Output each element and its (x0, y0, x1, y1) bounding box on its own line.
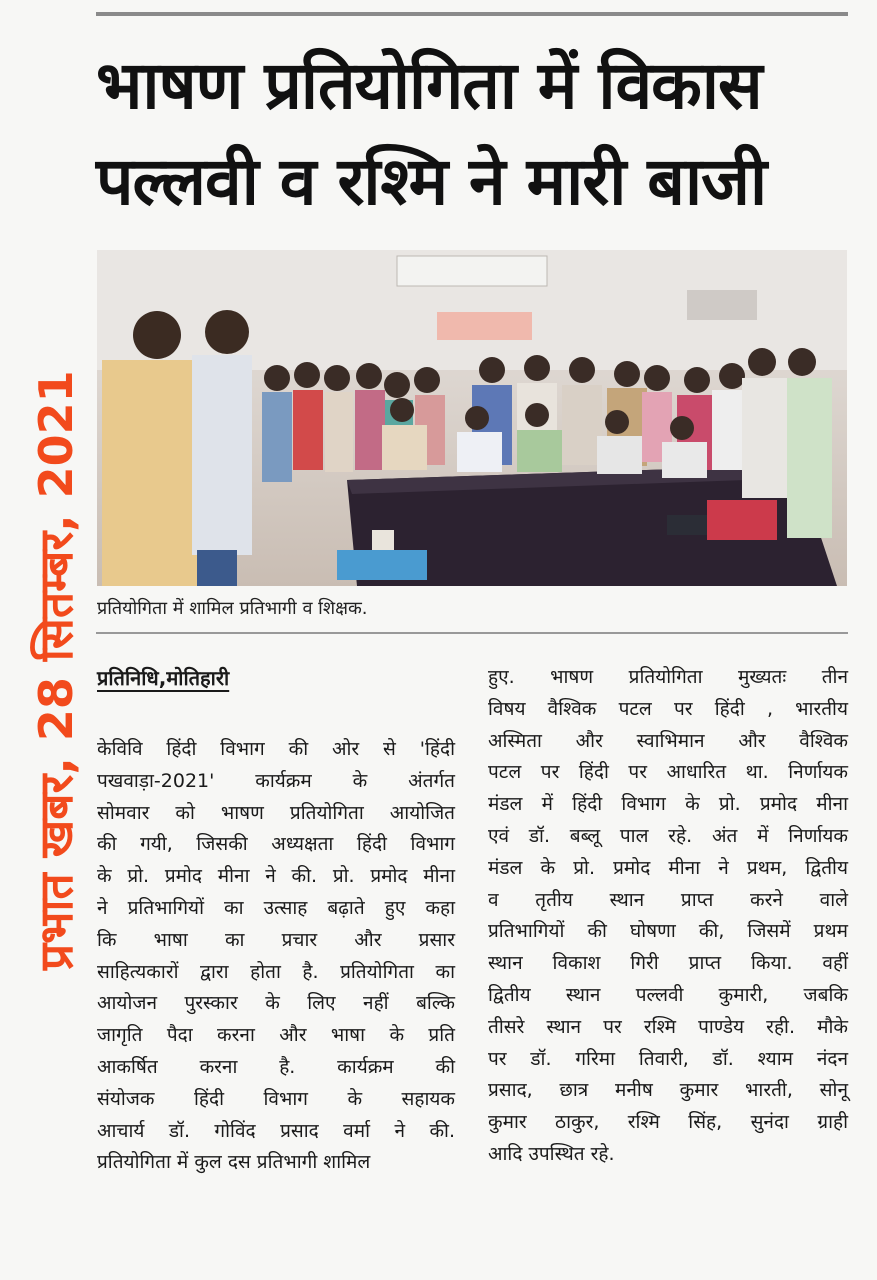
article-line: एवं डॉ. बब्लू पाल रहे. अंत में निर्णायक (488, 824, 848, 847)
article-line: प्रसाद, छात्र मनीष कुमार भारती, सोनू (488, 1079, 848, 1102)
article-line: हुए. भाषण प्रतियोगिता मुख्यतः तीन (488, 666, 848, 688)
article-line: प्रतियोगिता में कुल दस प्रतिभागी शामिल (97, 1151, 371, 1174)
article-line: पर डॉ. गरिमा तिवारी, डॉ. श्याम नंदन (488, 1047, 848, 1070)
headline (96, 38, 856, 230)
article-line: तीसरे स्थान पर रश्मि पाण्डेय रही. मौके (488, 1015, 848, 1038)
article-line: कि भाषा का प्रचार और प्रसार (97, 928, 455, 951)
article-line: साहित्यकारों द्वारा होता है. प्रतियोगिता का (97, 960, 455, 983)
article-column-left (97, 734, 455, 1179)
article-line: द्वितीय स्थान पल्लवी कुमारी, जबकि (488, 983, 848, 1006)
section-rule (96, 632, 848, 634)
article-line: पखवाड़ा-2021' कार्यक्रम के अंतर्गत (97, 769, 455, 792)
article-line: मंडल में हिंदी विभाग के प्रो. प्रमोद मीना (488, 793, 848, 816)
article-line: सोमवार को भाषण प्रतियोगिता आयोजित (97, 801, 455, 824)
article-line: स्थान विकाश गिरी प्राप्त किया. वहीं (488, 952, 848, 975)
article-line: मंडल के प्रो. प्रमोद मीना ने प्रथम, द्वितीय (488, 856, 848, 879)
article-line: प्रतिभागियों की घोषणा की, जिसमें प्रथम (488, 920, 848, 943)
article-line: पटल पर हिंदी पर आधारित था. निर्णायक (488, 761, 848, 784)
headline-line-2: पल्लवी व रश्मि ने मारी बाजी (96, 143, 767, 220)
group-photo-illustration (97, 250, 847, 586)
article-line: ने प्रतिभागियों का उत्साह बढ़ाते हुए कहा (97, 896, 455, 919)
article-line: अस्मिता और स्वाभिमान और वैश्विक (488, 729, 848, 752)
article-line: केविवि हिंदी विभाग की ओर से 'हिंदी (97, 738, 455, 760)
article-line: विषय वैश्विक पटल पर हिंदी , भारतीय (488, 697, 848, 720)
article-line: आकर्षित करना है. कार्यक्रम की (97, 1055, 455, 1078)
article-line: की गयी, जिसकी अध्यक्षता हिंदी विभाग (97, 833, 455, 856)
top-rule (96, 12, 848, 16)
photo-caption: प्रतियोगिता में शामिल प्रतिभागी व शिक्षक. (97, 598, 368, 619)
article-line: के प्रो. प्रमोद मीना ने की. प्रो. प्रमोद मीना (97, 865, 455, 888)
article-line: जागृति पैदा करना और भाषा के प्रति (97, 1024, 455, 1047)
article-column-right (488, 662, 848, 1171)
byline: प्रतिनिधि,मोतिहारी (97, 666, 230, 690)
headline-line-1: भाषण प्रतियोगिता में विकास (96, 47, 762, 124)
article-line: आदि उपस्थित रहे. (488, 1142, 615, 1165)
article-line: व तृतीय स्थान प्राप्त करने वाले (488, 888, 848, 911)
article-line: आयोजन पुरस्कार के लिए नहीं बल्कि (97, 992, 455, 1015)
article-line: आचार्य डॉ. गोविंद प्रसाद वर्मा ने की. (97, 1119, 455, 1142)
article-line: कुमार ठाकुर, रश्मि सिंह, सुनंदा ग्राही (488, 1111, 848, 1134)
article-line: संयोजक हिंदी विभाग के सहायक (97, 1087, 455, 1110)
group-photo (97, 250, 847, 586)
source-stamp: प्रभात खबर, 28 सितम्बर, 2021 (29, 370, 83, 970)
